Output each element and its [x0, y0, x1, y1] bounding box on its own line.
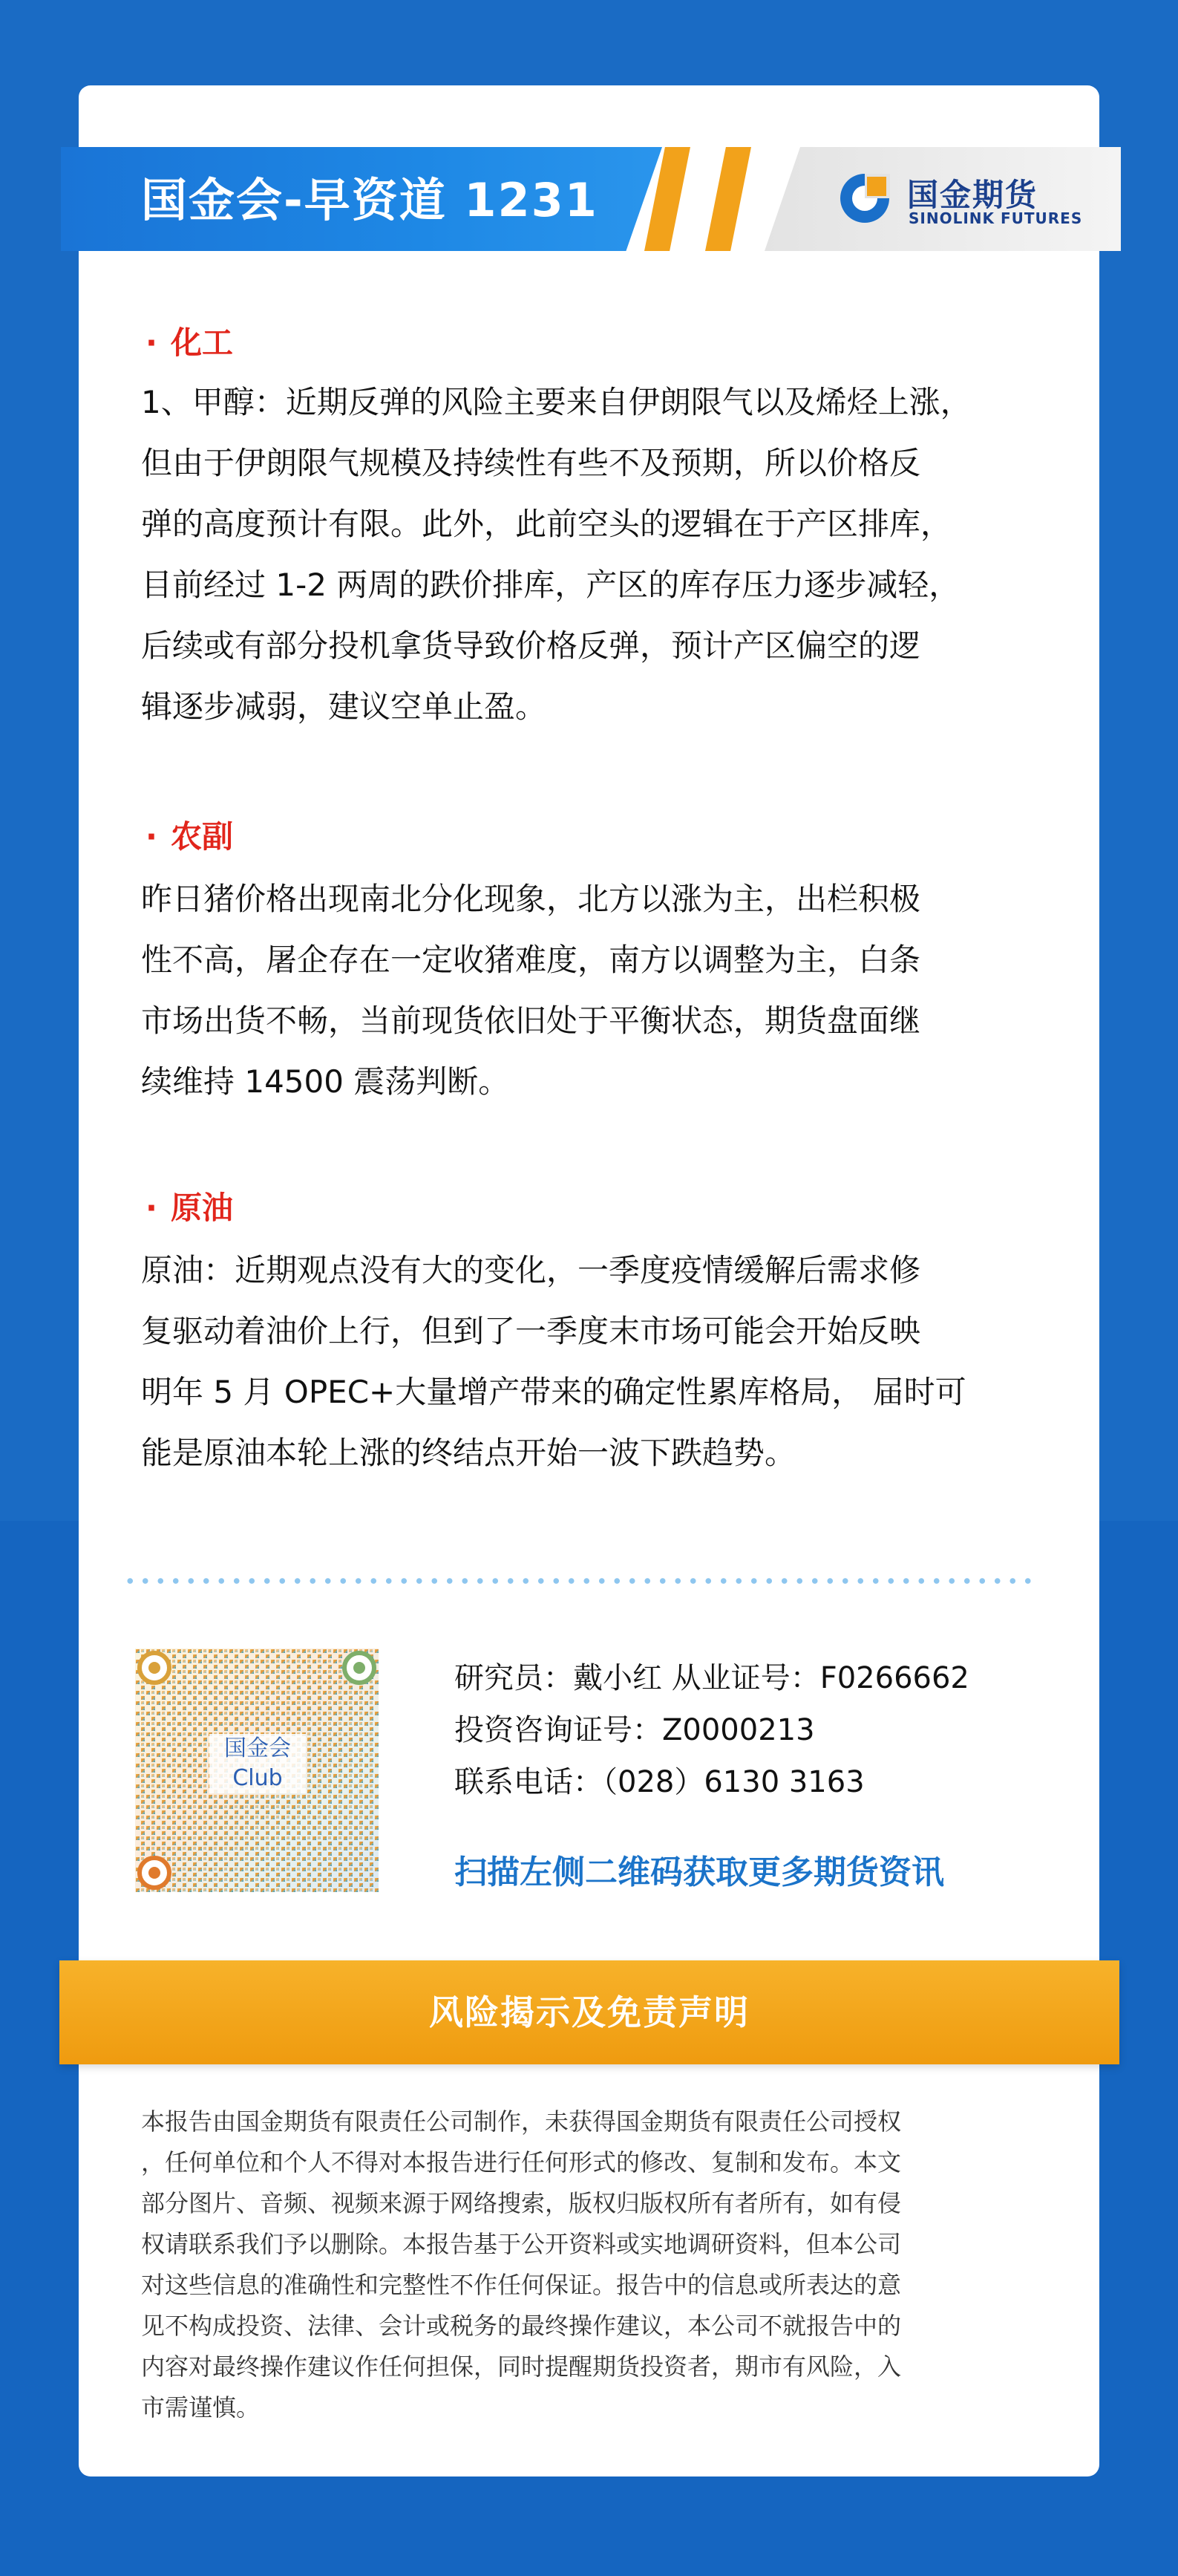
section-heading-label: 化工 [170, 325, 233, 361]
disclaimer-line: 对这些信息的准确性和完整性不作任何保证。报告中的信息或所表达的意 [141, 2271, 902, 2299]
company-logo [837, 165, 1082, 233]
disclaimer-line: 本报告由国金期货有限责任公司制作，未获得国金期货有限责任公司授权 [141, 2107, 902, 2136]
section-heading-label: 农副 [170, 818, 233, 855]
risk-disclosure-title: 风险揭示及免责声明 [429, 1992, 750, 2032]
disclaimer-line: 见不构成投资、法律、会计或税务的最终操作建议，本公司不就报告中的 [141, 2312, 902, 2340]
phone-info: 联系电话：（028）6130 3163 [454, 1765, 865, 1799]
text-line: 明年 5 月 OPEC+大量增产带来的确定性累库格局， 届时可 [141, 1374, 966, 1410]
section-heading-agriculture [145, 815, 233, 859]
section-body-chemical [141, 372, 1039, 737]
text-line: 辑逐步减弱，建议空单止盈。 [141, 688, 547, 725]
text-line: 原油：近期观点没有大的变化，一季度疫情缓解后需求修 [141, 1252, 921, 1288]
text-line: 但由于伊朗限气规模及持续性有些不及预期，所以价格反 [141, 445, 921, 481]
text-line: 性不高，屠企存在一定收猪难度，南方以调整为主，白条 [141, 942, 921, 978]
disclaimer-line: 市需谨慎。 [141, 2393, 261, 2422]
text-line: 复驱动着油价上行，但到了一季度末市场可能会开始反映 [141, 1313, 921, 1349]
qr-center-label [209, 1734, 306, 1793]
text-line: 市场出货不畅，当前现货依旧处于平衡状态，期货盘面继 [141, 1002, 921, 1039]
disclaimer-line: 部分图片、音频、视频来源于网络搜索，版权归版权所有者所有，如有侵 [141, 2189, 902, 2217]
qr-label-line: Club [209, 1764, 306, 1793]
section-heading-crude-oil [145, 1186, 233, 1230]
section-body-agriculture [141, 869, 1039, 1112]
scan-prompt: 扫描左侧二维码获取更多期货资讯 [454, 1853, 944, 1891]
page-title: 国金会-早资道 1231 [141, 173, 598, 227]
license-info: 投资咨询证号：Z0000213 [454, 1713, 815, 1747]
section-heading-label: 原油 [170, 1190, 233, 1226]
text-line: 1、甲醇：近期反弹的风险主要来自伊朗限气以及烯烃上涨， [141, 384, 972, 420]
disclaimer-text [141, 2101, 1047, 2428]
dotted-divider [122, 1577, 1039, 1585]
logo-chinese-name: 国金期货 [907, 177, 1038, 213]
text-line: 弹的高度预计有限。此外，此前空头的逻辑在于产区排库， [141, 506, 952, 542]
bullet-dot: · [145, 325, 157, 361]
text-line: 后续或有部分投机拿货导致价格反弹，预计产区偏空的逻 [141, 627, 921, 664]
researcher-info: 研究员：戴小红 从业证号：F0266662 [454, 1661, 969, 1695]
text-line: 昨日猪价格出现南北分化现象，北方以涨为主，出栏积极 [141, 881, 921, 917]
bullet-dot: · [145, 1190, 157, 1226]
logo-english-name: SINOLINK FUTURES [909, 209, 1083, 227]
disclaimer-line: 权请联系我们予以删除。本报告基于公开资料或实地调研资料，但本公司 [141, 2230, 902, 2258]
qr-label-line: 国金会 [209, 1734, 306, 1764]
disclaimer-line: ，任何单位和个人不得对本报告进行任何形式的修改、复制和发布。本文 [141, 2148, 902, 2176]
text-line: 目前经过 1-2 两周的跌价排库，产区的库存压力逐步减轻， [141, 567, 961, 603]
bullet-dot: · [145, 818, 157, 855]
text-line: 能是原油本轮上涨的终结点开始一波下跌趋势。 [141, 1435, 796, 1471]
sinolink-logo-icon [837, 171, 892, 226]
section-body-crude-oil [141, 1240, 1039, 1484]
risk-disclosure-banner [59, 1960, 1119, 2064]
text-line: 续维持 14500 震荡判断。 [141, 1063, 510, 1100]
section-heading-chemical [145, 321, 233, 365]
disclaimer-line: 内容对最终操作建议作任何担保，同时提醒期货投资者，期市有风险，入 [141, 2352, 902, 2381]
